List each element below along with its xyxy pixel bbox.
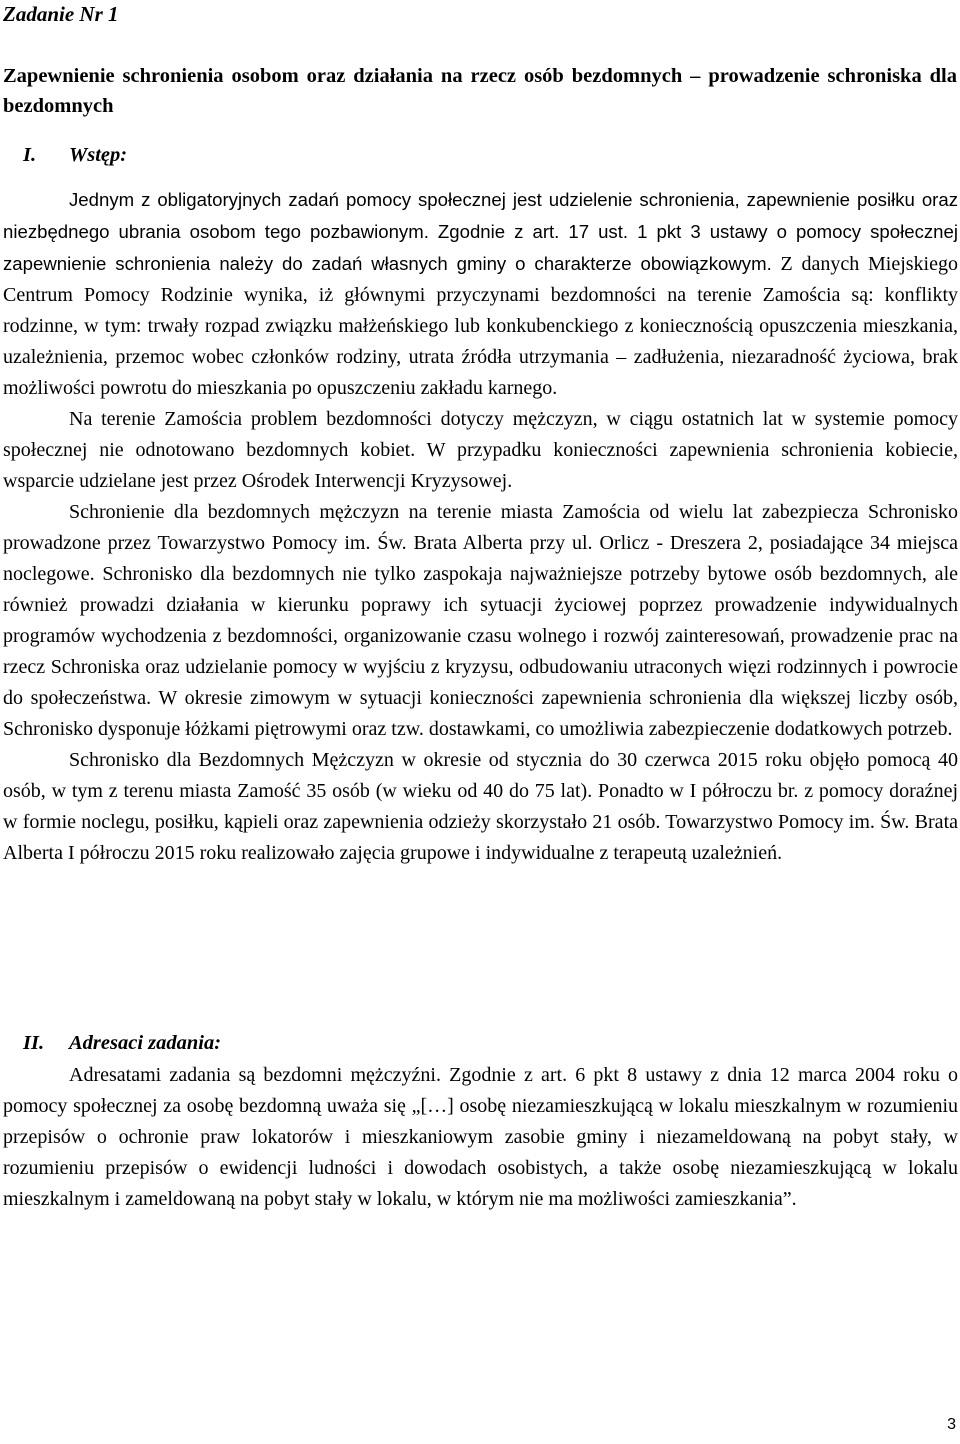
paragraph: Schronienie dla bezdomnych mężczyzn na terenie miasta Zamościa od wielu lat zabezpiecza Schronisko prowadzone przez Towarzystwo Pomocy im. Św. Brata Alberta przy ul. Orlicz - Dreszera 2, posiadające 34 miejsca noclegowe. Schronisko dla bezdomnych nie tylko zaspokaja najważniejsze potrzeby bytowe osób bezdomnych, ale również prowadzi działania w kierunku poprawy ich sytuacji życiowej poprzez prowadzenie indywidualnych programów wychodzenia z bezdomności, organizowanie czasu wolnego i rozwój zainteresowań, prowadzenie prac na rzecz Schroniska oraz udzielanie pomocy w wyjściu z kryzysu, odbudowaniu utraconych więzi rodzinnych i powrocie do społeczeństwa. W okresie zimowym w sytuacji konieczności zapewnienia schronienia dla większej liczby osób, Schronisko dysponuje łóżkami piętrowymi oraz tzw. dostawkami, co umożliwia zabezpieczenie dodatkowych potrzeb. xyxy=(3,501,958,740)
section-heading-recipients xyxy=(23,1028,221,1058)
paragraph-text-sans: Jednym z obligatoryjnych zadań pomocy społecznej jest udzielenie schronienia, zapewnienie posiłku oraz niezbędnego ubrania osobom tego pozbawionym. Zgodnie z art. 17 ust. 1 pkt 3 ustawy o pomocy społecznej zapewnienie schronienia należy do zadań własnych gminy o charakterze obowiązkowym. xyxy=(3,189,958,274)
paragraph: Na terenie Zamościa problem bezdomności dotyczy mężczyzn, w ciągu ostatnich lat w systemie pomocy społecznej nie odnotowano bezdomnych kobiet. W przypadku konieczności zapewnienia schronienia kobiecie, wsparcie udzielane jest przez Ośrodek Interwencji Kryzysowej. xyxy=(3,408,958,492)
section-title: Adresaci zadania: xyxy=(69,1032,222,1054)
section-heading-introduction xyxy=(23,140,127,170)
page-number: 3 xyxy=(947,1416,956,1433)
paragraph-text: Z danych Miejskiego Centrum Pomocy Rodzinie wynika, iż głównymi przyczynami bezdomności na terenie Zamościa są: konflikty rodzinne, w tym: trwały rozpad związku małżeńskiego lub konkubenckiego z koniecznością opuszczenia mieszkania, uzależnienia, przemoc wobec członków rodziny, utrata źródła utrzymania – zadłużenia, niezaradność życiowa, brak możliwości powrotu do mieszkania po opuszczeniu zakładu karnego. xyxy=(3,253,958,399)
section-body-recipients xyxy=(3,1060,958,1215)
section-number: II. xyxy=(23,1032,45,1054)
section-body-introduction xyxy=(3,184,958,869)
paragraph xyxy=(3,184,958,404)
section-number: I. xyxy=(23,144,37,166)
paragraph: Adresatami zadania są bezdomni mężczyźni. Zgodnie z art. 6 pkt 8 ustawy z dnia 12 marca 2004 roku o pomocy społecznej za osobę bezdomną uważa się „[…] osobę niezamieszkującą w lokalu mieszkalnym w rozumieniu przepisów o ochronie praw lokatorów i mieszkaniowym zasobie gminy i niezameldowaną na pobyt stały, w rozumieniu przepisów o ewidencji ludności i dowodach osobistych, a także osobę niezamieszkującą w lokalu mieszkalnym i zameldowaną na pobyt stały w lokalu, w którym nie ma możliwości zamieszkania”. xyxy=(3,1064,958,1210)
task-heading: Zapewnienie schronienia osobom oraz działania na rzecz osób bezdomnych – prowadzenie schroniska dla bezdomnych xyxy=(3,65,957,117)
section-title: Wstęp: xyxy=(69,144,128,166)
page-title: Zadanie Nr 1 xyxy=(3,2,119,26)
paragraph: Schronisko dla Bezdomnych Mężczyzn w okresie od stycznia do 30 czerwca 2015 roku objęło pomocą 40 osób, w tym z terenu miasta Zamość 35 osób (w wieku od 40 do 75 lat). Ponadto w I półroczu br. z pomocy doraźnej w formie noclegu, posiłku, kąpieli oraz zapewnienia odzieży skorzystało 21 osób. Towarzystwo Pomocy im. Św. Brata Alberta I półroczu 2015 roku realizowało zajęcia grupowe i indywidualne z terapeutą uzależnień. xyxy=(3,749,958,864)
